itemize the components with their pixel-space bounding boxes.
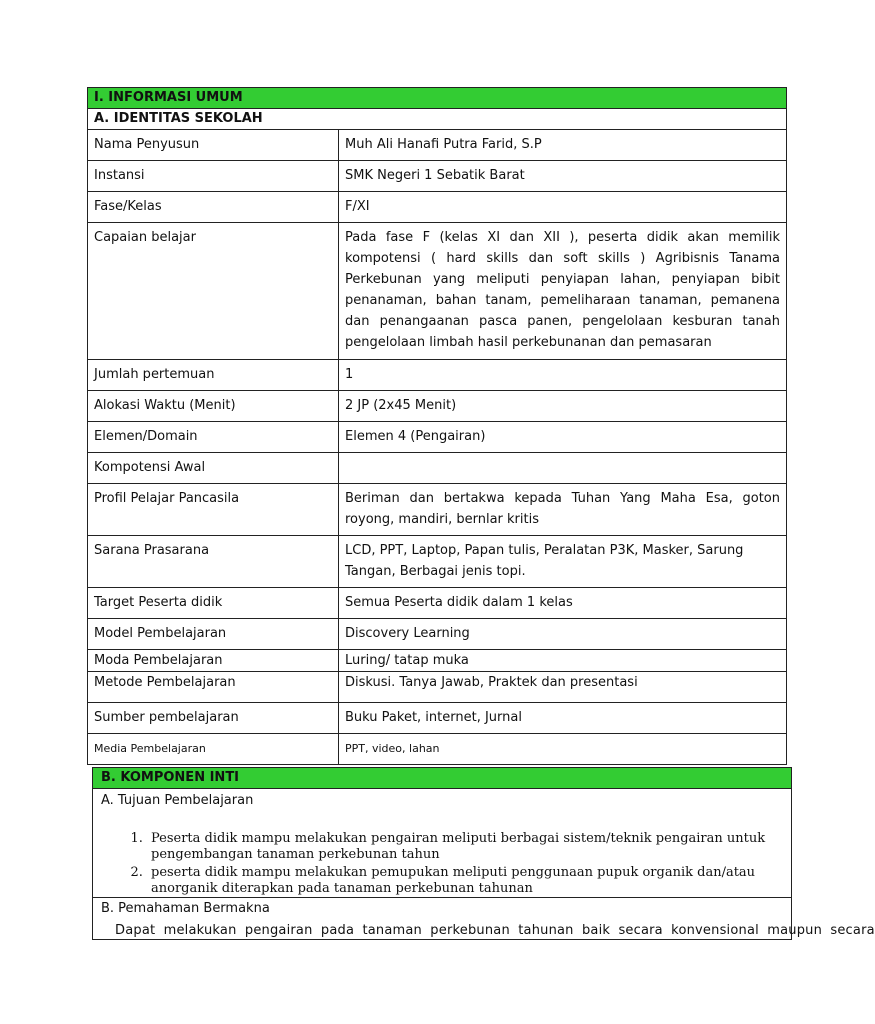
- table-row: [88, 130, 787, 161]
- table-row: [88, 619, 787, 650]
- row-value: Diskusi. Tanya Jawab, Praktek dan presentasi: [339, 672, 787, 703]
- row-value: F/XI: [339, 192, 787, 223]
- row-label: Nama Penyusun: [88, 130, 339, 161]
- table-row: [88, 588, 787, 619]
- row-label: Kompotensi Awal: [88, 453, 339, 484]
- row-label: Sarana Prasarana: [88, 536, 339, 588]
- row-value: Pada fase F (kelas XI dan XII ), peserta didik akan memilik kompotensi ( hard skills dan soft skills ) Agribisnis Tanama Perkebunan yang meliputi penyiapan lahan, penyiapan bibit penanaman, bahan tanam, pemeliharaan tanaman, pemanena dan penangaanan pasca panen, pengelolaan kesburan tanah pengelolaan limbah hasil perkebunanan dan pemasaran: [339, 223, 787, 360]
- table-row: [88, 484, 787, 536]
- identity-table: [87, 87, 787, 765]
- table-row: [88, 422, 787, 453]
- row-label: Elemen/Domain: [88, 422, 339, 453]
- table-row: [88, 360, 787, 391]
- row-value: Elemen 4 (Pengairan): [339, 422, 787, 453]
- row-label: Alokasi Waktu (Menit): [88, 391, 339, 422]
- table-row: [88, 672, 787, 703]
- section-title: I. INFORMASI UMUM: [88, 88, 787, 109]
- objectives-heading: A. Tujuan Pembelajaran: [101, 793, 254, 808]
- table-row: [88, 453, 787, 484]
- objectives-list: [123, 831, 797, 899]
- meaning-text: Dapat melakukan pengairan pada tanaman perkebunan tahunan baik secara konvensional maupun secara: [115, 923, 875, 938]
- row-label: Profil Pelajar Pancasila: [88, 484, 339, 536]
- subsection-title: A. IDENTITAS SEKOLAH: [88, 109, 787, 130]
- row-value: Buku Paket, internet, Jurnal: [339, 703, 787, 734]
- row-value: 2 JP (2x45 Menit): [339, 391, 787, 422]
- objective-item: 2. peserta didik mampu melakukan pemupukan meliputi penggunaan pupuk organik dan/atau anorganik diterapkan pada tanaman perkebunan tahunan: [147, 865, 797, 897]
- row-value: Semua Peserta didik dalam 1 kelas: [339, 588, 787, 619]
- row-value: [339, 453, 787, 484]
- row-label: Capaian belajar: [88, 223, 339, 360]
- row-label: Metode Pembelajaran: [88, 672, 339, 703]
- table-row: [88, 536, 787, 588]
- core-component-title: B. KOMPONEN INTI: [92, 767, 792, 789]
- row-value: SMK Negeri 1 Sebatik Barat: [339, 161, 787, 192]
- row-value: Luring/ tatap muka: [339, 650, 787, 672]
- identity-rows: [88, 130, 787, 765]
- table-row: [88, 703, 787, 734]
- row-value: 1: [339, 360, 787, 391]
- row-label: Jumlah pertemuan: [88, 360, 339, 391]
- section-header-row: [88, 88, 787, 109]
- row-label: Fase/Kelas: [88, 192, 339, 223]
- table-row: [88, 734, 787, 765]
- row-value: PPT, video, lahan: [339, 734, 787, 765]
- row-label: Instansi: [88, 161, 339, 192]
- objective-item: 1. Peserta didik mampu melakukan pengairan meliputi berbagai sistem/teknik pengairan untuk pengembangan tanaman perkebunan tahun: [147, 831, 797, 863]
- row-value: Discovery Learning: [339, 619, 787, 650]
- row-value: Muh Ali Hanafi Putra Farid, S.P: [339, 130, 787, 161]
- divider: [93, 897, 791, 898]
- row-label: Moda Pembelajaran: [88, 650, 339, 672]
- identity-table-wrapper: [87, 87, 780, 765]
- subsection-header-row: [88, 109, 787, 130]
- row-label: Sumber pembelajaran: [88, 703, 339, 734]
- row-label: Media Pembelajaran: [88, 734, 339, 765]
- meaning-heading: B. Pemahaman Bermakna: [101, 901, 270, 916]
- core-component-body: [92, 789, 875, 940]
- row-value: Beriman dan bertakwa kepada Tuhan Yang Maha Esa, goton royong, mandiri, bernlar kritis: [339, 484, 787, 536]
- row-label: Target Peserta didik: [88, 588, 339, 619]
- row-label: Model Pembelajaran: [88, 619, 339, 650]
- table-row: [88, 650, 787, 672]
- table-row: [88, 161, 787, 192]
- row-value: LCD, PPT, Laptop, Papan tulis, Peralatan P3K, Masker, Sarung Tangan, Berbagai jenis topi.: [339, 536, 787, 588]
- core-component-section: [92, 767, 875, 940]
- table-row: [88, 192, 787, 223]
- table-row: [88, 391, 787, 422]
- table-row: [88, 223, 787, 360]
